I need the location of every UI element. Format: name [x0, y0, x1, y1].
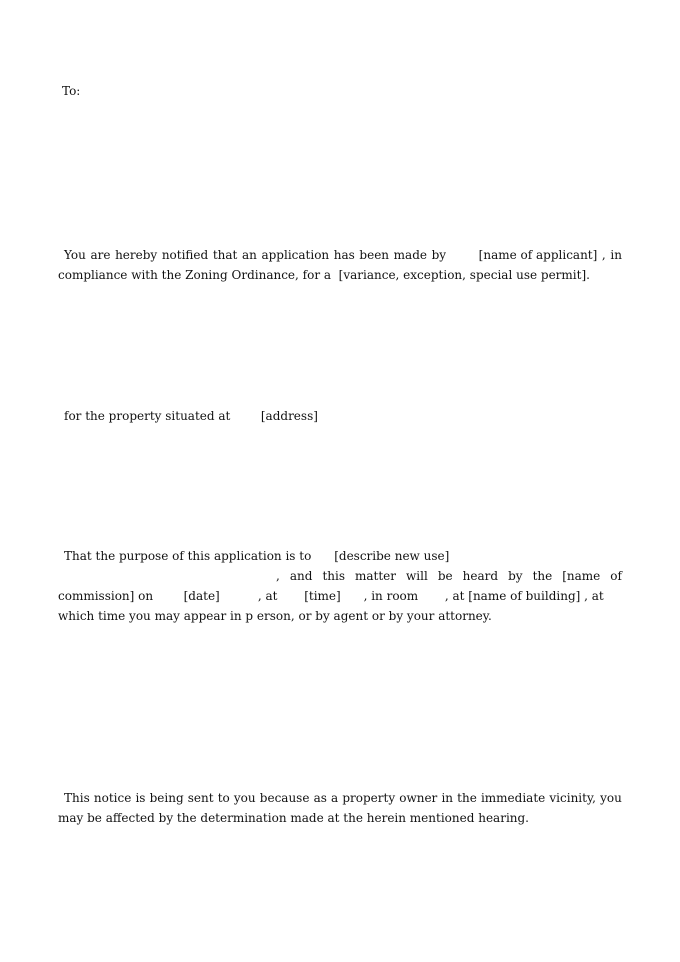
word: heard	[462, 569, 499, 583]
word: This	[64, 791, 90, 805]
word: being	[149, 791, 184, 805]
word: by	[431, 248, 447, 262]
word: because	[259, 791, 310, 805]
word: is	[135, 791, 146, 805]
word: been	[359, 248, 390, 262]
paragraph-1-line-1	[64, 245, 622, 265]
word: will	[406, 569, 428, 583]
word: an	[241, 248, 257, 262]
paragraph-3-line-3: commission] on [date] , at [time] , in room , at [name of building] , at	[58, 589, 604, 603]
word: ,	[601, 248, 606, 262]
paragraph-3-line-4: which time you may appear in p erson, or by agent or by your attorney.	[58, 609, 492, 623]
word: hereby	[115, 248, 158, 262]
word: you	[233, 791, 256, 805]
word: has	[333, 248, 355, 262]
word: property	[342, 791, 396, 805]
paragraph-3-line-1: That the purpose of this application is to [describe new use]	[64, 549, 450, 563]
word: immediate	[480, 791, 546, 805]
word: made	[393, 248, 427, 262]
paragraph-1-line-2: compliance with the Zoning Ordinance, for a [variance, exception, special use permit].	[58, 268, 590, 282]
word: owner	[399, 791, 438, 805]
word: that	[212, 248, 238, 262]
word: you	[600, 791, 622, 805]
addressee-label: To:	[62, 84, 81, 98]
paragraph-3-line-2	[276, 566, 622, 586]
word: as	[313, 791, 327, 805]
word: matter	[355, 569, 397, 583]
word: in	[610, 248, 622, 262]
word: notified	[161, 248, 209, 262]
paragraph-4-line-1	[64, 788, 622, 808]
word: to	[217, 791, 230, 805]
applicant-placeholder: [name of applicant]	[478, 248, 598, 262]
word: ,	[276, 569, 280, 583]
word: of	[610, 569, 622, 583]
word: be	[437, 569, 453, 583]
word: vicinity,	[549, 791, 596, 805]
paragraph-2-line-1: for the property situated at [address]	[64, 409, 318, 423]
word: the	[532, 569, 553, 583]
word: this	[322, 569, 345, 583]
word: You	[64, 248, 86, 262]
word: a	[331, 791, 339, 805]
word: and	[289, 569, 313, 583]
paragraph-4-line-2: may be affected by the determination made at the herein mentioned hearing.	[58, 811, 529, 825]
commission-placeholder-start: [name	[562, 569, 601, 583]
word: by	[508, 569, 523, 583]
word: sent	[187, 791, 214, 805]
word: in	[441, 791, 454, 805]
word: are	[90, 248, 111, 262]
word: the	[457, 791, 477, 805]
word: application	[261, 248, 330, 262]
word: notice	[93, 791, 132, 805]
